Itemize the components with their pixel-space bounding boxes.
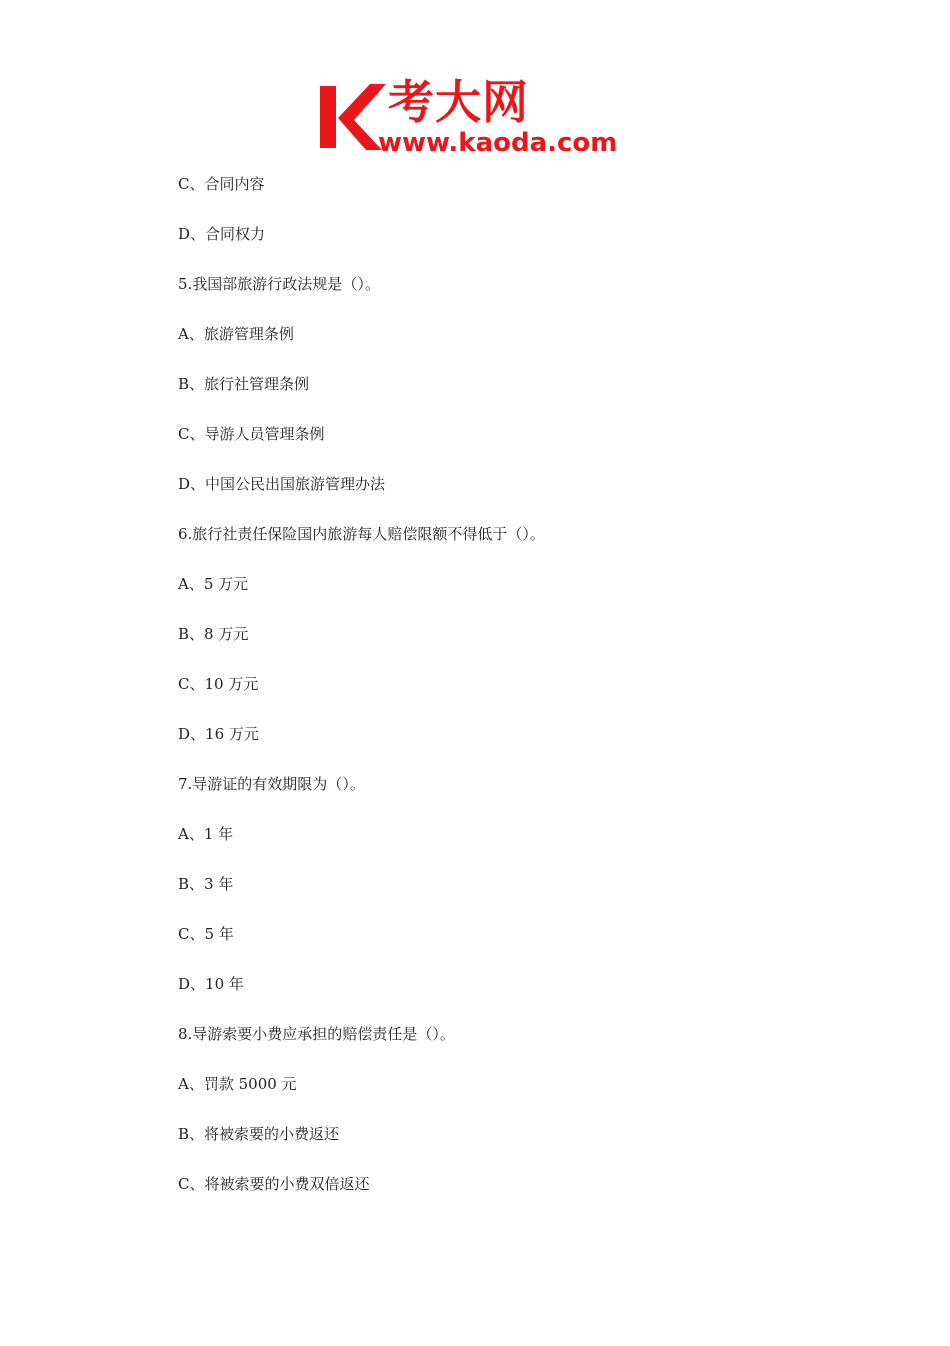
option-line: C、合同内容 xyxy=(178,175,265,193)
question-line: 5.我国部旅游行政法规是（）。 xyxy=(178,275,380,293)
option-line: A、罚款 5000 元 xyxy=(178,1075,297,1093)
option-line: B、旅行社管理条例 xyxy=(178,375,310,393)
logo-url-text: www.kaoda.com xyxy=(378,128,618,158)
option-line: D、合同权力 xyxy=(178,225,266,243)
kaoda-logo xyxy=(318,75,640,160)
option-line: C、10 万元 xyxy=(178,675,259,693)
option-line: D、中国公民出国旅游管理办法 xyxy=(178,475,386,493)
option-line: B、3 年 xyxy=(178,875,234,893)
question-line: 8.导游索要小费应承担的赔偿责任是（）。 xyxy=(178,1025,455,1043)
option-line: A、1 年 xyxy=(178,825,234,843)
option-line: C、导游人员管理条例 xyxy=(178,425,325,443)
logo-brand-text: 考大网 xyxy=(388,75,529,129)
document-body xyxy=(178,172,858,1222)
option-line: D、10 年 xyxy=(178,975,244,993)
question-line: 6.旅行社责任保险国内旅游每人赔偿限额不得低于（）。 xyxy=(178,525,545,543)
option-line: B、将被索要的小费返还 xyxy=(178,1125,340,1143)
option-line: B、8 万元 xyxy=(178,625,249,643)
option-line: A、5 万元 xyxy=(178,575,249,593)
option-line: C、5 年 xyxy=(178,925,234,943)
option-line: C、将被索要的小费双倍返还 xyxy=(178,1175,370,1193)
option-line: A、旅游管理条例 xyxy=(178,325,294,343)
question-line: 7.导游证的有效期限为（）。 xyxy=(178,775,365,793)
option-line: D、16 万元 xyxy=(178,725,259,743)
